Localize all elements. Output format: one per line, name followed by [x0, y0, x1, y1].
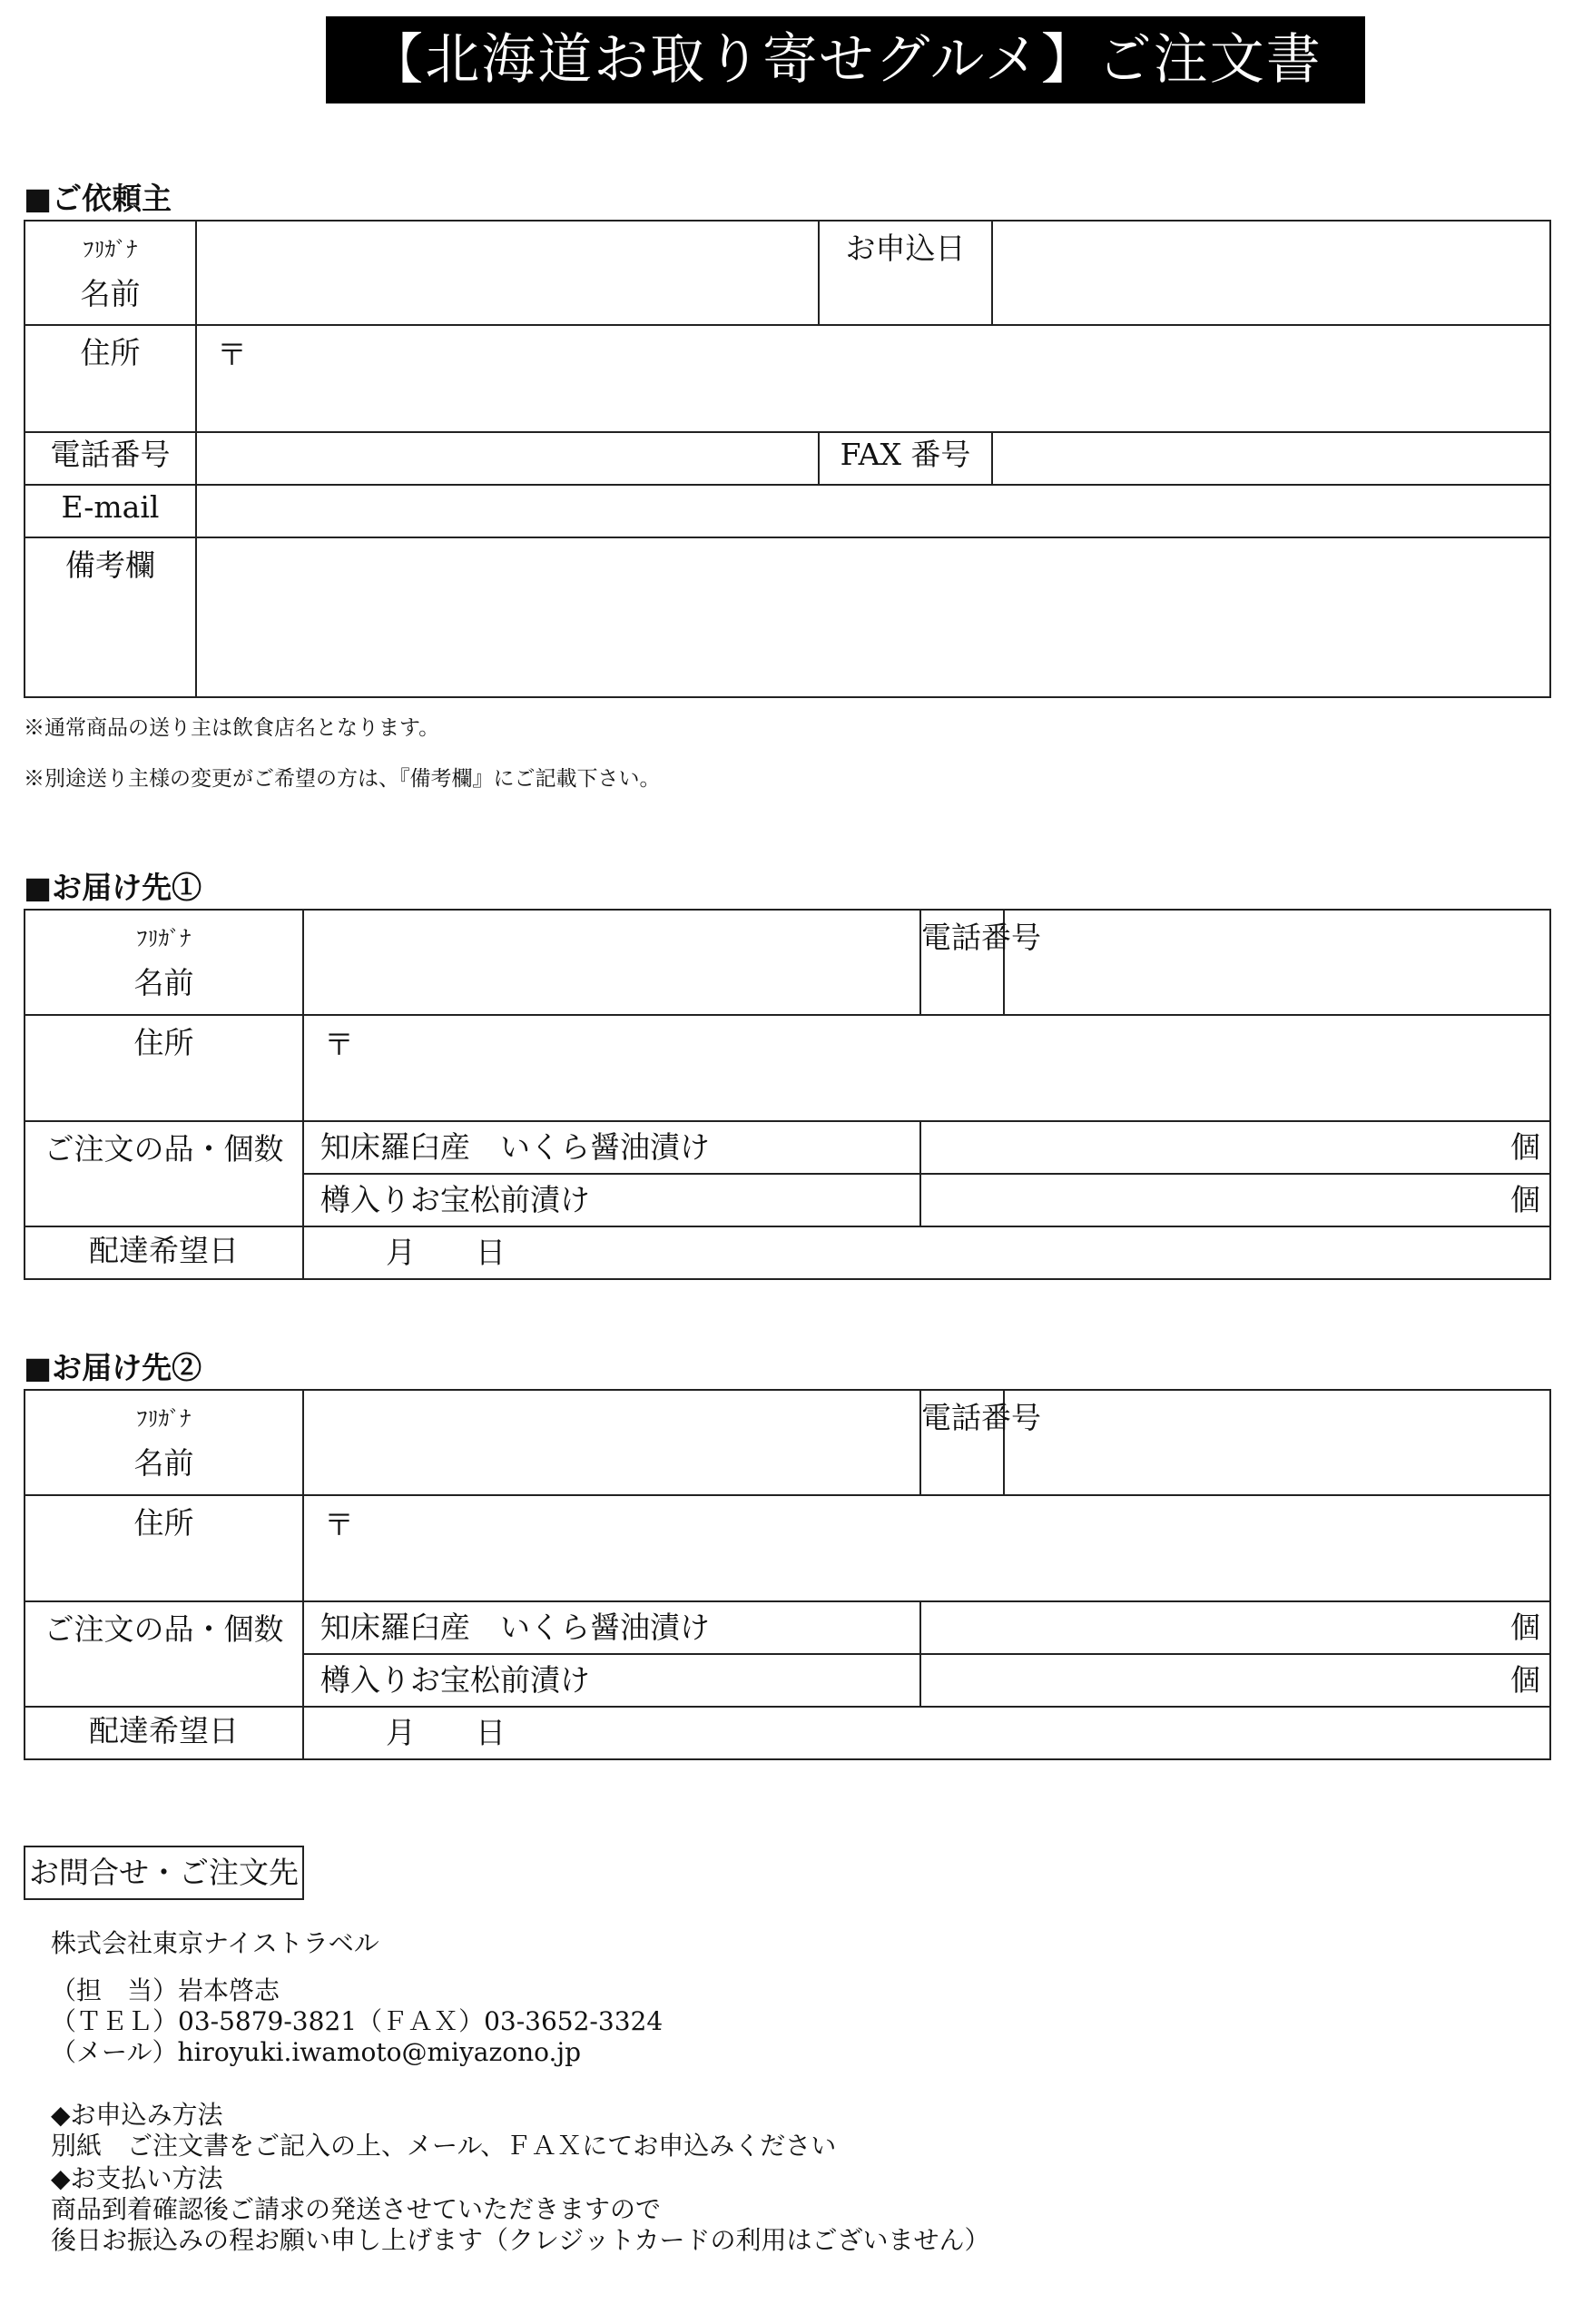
delivery2-phone-field[interactable]: [1004, 1390, 1550, 1495]
delivery1-date-field[interactable]: 月 日: [303, 1226, 1550, 1279]
delivery2-heading: ■お届け先②: [24, 1350, 202, 1385]
apply-method-text: 別紙 ご注文書をご記入の上、メール、ＦＡＸにてお申込みください: [51, 2131, 837, 2161]
furigana-label: ﾌﾘｶﾞﾅ: [83, 237, 138, 262]
contact-company: 株式会社東京ナイストラベル: [51, 1928, 379, 1958]
payment-method-text2: 後日お振込みの程お願い申し上げます（クレジットカードの利用はございません）: [51, 2225, 990, 2255]
delivery1-heading: ■お届け先①: [24, 870, 202, 905]
requester-fax-field[interactable]: [992, 432, 1550, 485]
name-label: 名前: [133, 965, 194, 1000]
delivery1-item1-name: 知床羅臼産 いくら醤油漬け: [303, 1121, 920, 1174]
page-title: 【北海道お取り寄せグルメ】ご注文書: [326, 16, 1365, 103]
apply-date-label: お申込日: [819, 221, 992, 325]
requester-address-label: 住所: [25, 325, 196, 432]
delivery1-table: [24, 909, 1551, 1280]
delivery2-order-label: ご注文の品・個数: [25, 1601, 303, 1707]
delivery1-name-label: [25, 910, 303, 1015]
delivery2-item1-name: 知床羅臼産 いくら醤油漬け: [303, 1601, 920, 1654]
delivery2-item2-qty[interactable]: 個: [920, 1654, 1550, 1707]
name-label: 名前: [80, 276, 141, 311]
delivery2-address-field[interactable]: [303, 1495, 1550, 1601]
postal-mark: 〒: [324, 1507, 354, 1542]
delivery2-name-label: [25, 1390, 303, 1495]
requester-name-label: [25, 221, 196, 325]
delivery1-name-field[interactable]: [303, 910, 920, 1015]
postal-mark: 〒: [324, 1027, 354, 1062]
delivery2-item1-qty[interactable]: 個: [920, 1601, 1550, 1654]
delivery2-address-label: 住所: [25, 1495, 303, 1601]
requester-remarks-field[interactable]: [196, 537, 1550, 697]
apply-date-field[interactable]: [992, 221, 1550, 325]
requester-remarks-label: 備考欄: [25, 537, 196, 697]
delivery1-order-label: ご注文の品・個数: [25, 1121, 303, 1226]
requester-email-field[interactable]: [196, 485, 1550, 537]
delivery1-address-field[interactable]: [303, 1015, 1550, 1121]
contact-person: （担 当）岩本啓志: [51, 1975, 280, 2005]
delivery1-item2-qty[interactable]: 個: [920, 1174, 1550, 1226]
requester-address-field[interactable]: [196, 325, 1550, 432]
delivery2-date-label: 配達希望日: [25, 1707, 303, 1759]
delivery2-phone-label: 電話番号: [920, 1390, 1004, 1495]
delivery2-name-field[interactable]: [303, 1390, 920, 1495]
requester-phone-label: 電話番号: [25, 432, 196, 485]
payment-method-heading: ◆お支払い方法: [51, 2163, 223, 2193]
requester-table: [24, 220, 1551, 698]
requester-phone-field[interactable]: [196, 432, 819, 485]
requester-fax-label: FAX 番号: [819, 432, 992, 485]
requester-name-field[interactable]: [196, 221, 819, 325]
delivery1-item1-qty[interactable]: 個: [920, 1121, 1550, 1174]
contact-tel-fax: （ＴＥＬ）03-5879-3821（ＦＡＸ）03-3652-3324: [51, 2006, 664, 2036]
requester-email-label: E-mail: [25, 485, 196, 537]
delivery1-item2-name: 樽入りお宝松前漬け: [303, 1174, 920, 1226]
contact-mail: （メール）hiroyuki.iwamoto@miyazono.jp: [51, 2037, 582, 2067]
furigana-label: ﾌﾘｶﾞﾅ: [136, 1406, 192, 1432]
delivery2-table: [24, 1389, 1551, 1760]
apply-method-heading: ◆お申込み方法: [51, 2100, 223, 2130]
delivery1-phone-field[interactable]: [1004, 910, 1550, 1015]
delivery2-date-field[interactable]: 月 日: [303, 1707, 1550, 1759]
postal-mark: 〒: [217, 337, 247, 372]
payment-method-text1: 商品到着確認後ご請求の発送させていただきますので: [51, 2194, 662, 2224]
name-label: 名前: [133, 1445, 194, 1481]
delivery1-phone-label: 電話番号: [920, 910, 1004, 1015]
requester-heading: ■ご依頼主: [24, 181, 172, 216]
note-sender: ※通常商品の送り主は飲食店名となります。: [24, 716, 440, 740]
furigana-label: ﾌﾘｶﾞﾅ: [136, 926, 192, 951]
delivery2-item2-name: 樽入りお宝松前漬け: [303, 1654, 920, 1707]
note-sender-change: ※別途送り主様の変更がご希望の方は、『備考欄』にご記載下さい。: [24, 767, 661, 791]
contact-box-label: お問合せ・ご注文先: [24, 1846, 304, 1900]
delivery1-date-label: 配達希望日: [25, 1226, 303, 1279]
delivery1-address-label: 住所: [25, 1015, 303, 1121]
